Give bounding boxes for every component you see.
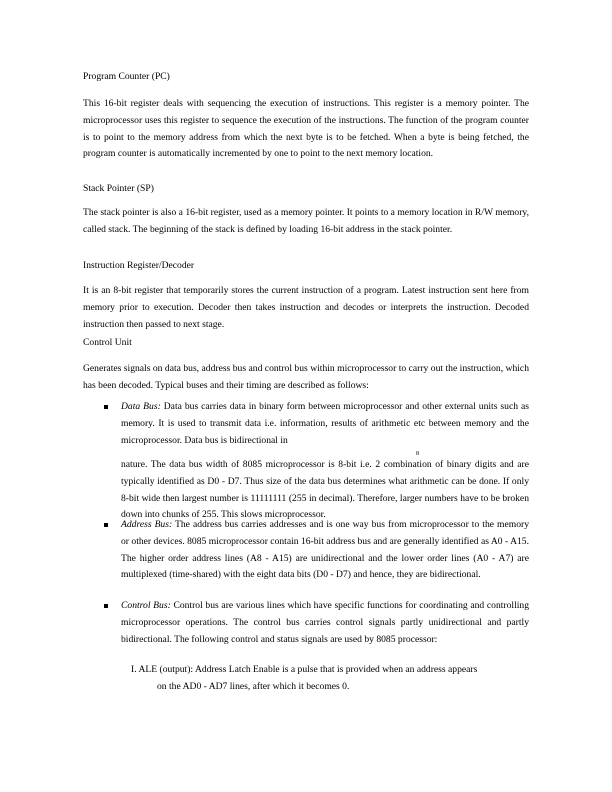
- stray-mark: 8: [416, 451, 419, 457]
- sub-item-ale: [131, 662, 531, 696]
- paragraph-program-counter: This 16-bit register deals with sequencing the execution of instructions. This register is a memory pointer. The microprocessor uses this register to sequence the execution of the instructions. The function of the program counter is to point to the memory address from which the next byte is to be fetched. When a byte is being fetched, the program counter is automatically incremented by one to point to the next memory location.: [83, 98, 529, 160]
- bullet-text: nature. The data bus width of 8085 microprocessor is 8-bit i.e. 2 combination of binary digits and are typically identified as D0 - D7. Thus size of the data bus determines what arithmetic can be done. If only 8-bit wide then largest number is 11111111 (255 in decimal). Therefore, larger numbers have to be broken down into chunks of 255. This slows microprocessor.: [121, 459, 529, 521]
- bullet-term: Address Bus:: [121, 519, 173, 530]
- heading-program-counter: Program Counter (PC): [83, 71, 170, 82]
- heading-control-unit: Control Unit: [83, 337, 132, 348]
- bullet-text: Control bus are various lines which have specific functions for coordinating and controlling microprocessor operations. The control bus carries control signals partly unidirectional and partly bidirectional. The following control and status signals are used by 8085 processor:: [121, 600, 529, 645]
- bullet-term: Control Bus:: [121, 600, 171, 611]
- sub-item-line: on the AD0 - AD7 lines, after which it becomes 0.: [157, 680, 350, 692]
- sub-item-line: I. ALE (output): Address Latch Enable is a pulse that is provided when an address appears: [131, 664, 478, 675]
- bullet-square-icon: [104, 604, 108, 608]
- bullet-square-icon: [104, 523, 108, 527]
- heading-instruction-register: Instruction Register/Decoder: [83, 260, 195, 271]
- bullet-square-icon: [104, 405, 108, 409]
- bullet-control-bus: [121, 598, 529, 648]
- bullet-data-bus-part2: [121, 457, 529, 524]
- paragraph-control-unit: Generates signals on data bus, address bus and control bus within microprocessor to carry out the instruction, which has been decoded. Typical buses and their timing are described as follows:: [83, 363, 529, 391]
- bullet-term: Data Bus:: [121, 401, 161, 412]
- heading-stack-pointer: Stack Pointer (SP): [83, 183, 154, 194]
- paragraph-instruction-register: It is an 8-bit register that temporarily stores the current instruction of a program. Latest instruction sent here from memory prior to execution. Decoder then takes instruction and decodes or interprets the instruction. Decoded instruction then passed to next stage.: [83, 285, 529, 330]
- bullet-data-bus-part1: [121, 399, 529, 449]
- bullet-address-bus: [121, 517, 529, 584]
- bullet-text: The address bus carries addresses and is one way bus from microprocessor to the memory or other devices. 8085 microprocessor contain 16-bit address bus and are generally identified as A0 - A15. The higher order address lines (A8 - A15) are unidirectional and the lower order lines (A0 - A7) are multiplexed (time-shared) with the eight data bits (D0 - D7) and hence, they are bidirectional.: [121, 519, 529, 581]
- paragraph-stack-pointer: The stack pointer is also a 16-bit register, used as a memory pointer. It points to a memory location in R/W memory, called stack. The beginning of the stack is defined by loading 16-bit address in the stack pointer.: [83, 207, 529, 235]
- bullet-text: Data bus carries data in binary form between microprocessor and other external units such as memory. It is used to transmit data i.e. information, results of arithmetic etc between memory and the microprocessor. Data bus is bidirectional in: [121, 401, 530, 446]
